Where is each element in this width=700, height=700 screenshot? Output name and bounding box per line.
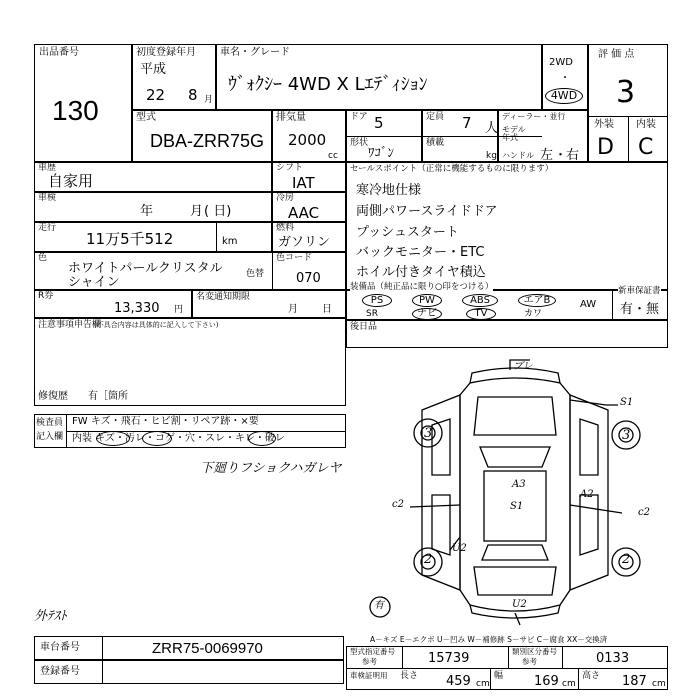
inspector-label2: 記入欄 <box>36 432 64 442</box>
first-reg-era: 平成 <box>140 62 167 77</box>
mark-front: ブレ <box>513 361 533 372</box>
inspector-row1: FW キズ・飛石・ヒビ割・リペア跡・×要 <box>72 416 259 427</box>
load-label: 積載 <box>426 138 445 148</box>
class-sub: 参考 <box>522 657 537 666</box>
evaluation-label: 評 価 点 <box>598 49 635 60</box>
drive-2wd: 2WD <box>549 57 573 68</box>
scuff-circle <box>248 431 276 446</box>
sales-point-item: バックモニター・ETC <box>356 245 485 260</box>
car-name-label: 車名・グレード <box>220 47 290 58</box>
inspector-label1: 検査員 <box>36 418 64 428</box>
width-value: 169 <box>534 674 559 689</box>
shaken-label: 車検 <box>38 193 57 203</box>
model-value: DBA-ZRR75G <box>150 131 265 151</box>
history-label: 車歴 <box>38 163 57 173</box>
shape-label: 形状 <box>350 138 369 148</box>
equipment-ps: PS <box>362 294 392 307</box>
sales-point-item: 両側パワースライドドア <box>356 204 498 219</box>
drive-4wd: 4WD <box>545 88 583 104</box>
aircon-label: 冷房 <box>276 193 295 203</box>
repair-label: 修復歴 <box>38 391 68 402</box>
scratch-circle <box>96 431 130 446</box>
history-value: 自家用 <box>48 172 94 190</box>
mileage-value: 11万5千512 <box>86 230 174 248</box>
car-name: ｳﾞｫｸｼｰ 4WD X Lｴﾃﾞｨｼｮﾝ <box>228 74 428 95</box>
notes-box <box>34 318 346 406</box>
capacity-label: 定員 <box>426 112 445 122</box>
height-value: 187 <box>622 674 647 689</box>
equipment-aw: AW <box>580 299 597 310</box>
color-line2: シャイン <box>68 275 120 290</box>
color-code-label: 色コード <box>276 253 313 263</box>
equipment-label: 装備品（純正品に限り○印をつける） <box>350 282 494 292</box>
drive-dot: ・ <box>560 73 570 84</box>
mileage-label: 走行 <box>38 223 57 233</box>
cert-label: 車検証明用 <box>350 671 388 680</box>
rear-items-box <box>346 320 668 348</box>
doors-value: 5 <box>374 114 384 132</box>
height-unit: cm <box>652 679 666 689</box>
mark-left-u2: U2 <box>452 543 467 554</box>
handle-right: 右 <box>566 148 580 163</box>
exterior-grade: D <box>597 135 614 160</box>
first-reg-label: 初度登録年月 <box>136 47 196 58</box>
lot-label: 出品番号 <box>39 47 79 58</box>
reg-label: 登録番号 <box>40 666 80 677</box>
tax-deadline-label: 名変通知期限 <box>196 292 251 302</box>
mark-roof-a3: A3 <box>512 479 526 490</box>
chassis-label: 車台番号 <box>40 642 80 653</box>
equipment-sr: SR <box>366 309 378 319</box>
tax-deadline-month: 月 <box>288 304 298 315</box>
first-reg-year: 22 <box>146 86 166 104</box>
length-value: 459 <box>446 674 471 689</box>
mark-left-c2: c2 <box>392 499 404 510</box>
class-value: 0133 <box>596 651 630 666</box>
shape-value: ﾜｺﾞﾝ <box>368 146 394 161</box>
mark-right-a2: A2 <box>580 489 594 500</box>
color-line1: ホワイトパールクリスタル <box>68 261 223 276</box>
lot-number: 130 <box>52 95 99 126</box>
dirt-circle <box>142 431 172 446</box>
interior-grade: C <box>638 135 654 160</box>
color-change-label: 色替 <box>246 269 265 279</box>
new-warranty-label: 新車保証書 <box>618 286 661 296</box>
mark-right-c2: c2 <box>638 507 650 518</box>
handle-label: ハンドル <box>502 151 534 160</box>
notes-sub: (不具合内容は具体的に記入して下さい) <box>94 321 219 329</box>
mark-roof-s1: S1 <box>510 501 524 512</box>
new-warranty-value: 有・無 <box>620 302 660 317</box>
evaluation-score: 3 <box>616 75 636 110</box>
mark-tire-rr: 2 <box>622 552 631 567</box>
height-label: 高さ <box>582 671 601 681</box>
repair-value: 有［箇所 <box>88 391 128 402</box>
mark-tire-fl: 3 <box>424 426 433 441</box>
equipment-abs: ABS <box>462 294 498 307</box>
rear-items-label: 後日品 <box>350 322 378 332</box>
sales-points-label: セールスポイント（正常に機能するものに限ります） <box>350 164 554 174</box>
color-label: 色 <box>38 253 48 263</box>
length-unit: cm <box>476 679 490 689</box>
mark-spare: 有 <box>374 600 384 611</box>
class-label: 類別区分番号 <box>512 647 557 656</box>
mark-tire-fr: 3 <box>622 428 631 443</box>
capacity-value: 7 <box>462 114 472 132</box>
shaken-year: 年 <box>140 204 154 219</box>
type-sub: 参考 <box>362 657 377 666</box>
damage-legend: A－キズ E－エクボ U－凹み W－補修跡 S－サビ C－腐食 XX－交換済 <box>370 635 608 644</box>
width-unit: cm <box>562 679 576 689</box>
recycle-value: 13,330 <box>114 301 160 316</box>
model-label: 型式 <box>136 112 156 123</box>
load-unit: kg <box>486 151 497 161</box>
mileage-unit: km <box>222 236 238 247</box>
mark-rear-u2: U2 <box>512 599 527 610</box>
model-year-label: モデル年式 <box>502 125 526 142</box>
mark-right-front: S1 <box>620 397 634 408</box>
handwritten-note: 下廻りフショクハガレヤ <box>200 461 342 476</box>
length-label: 長さ <box>400 671 419 681</box>
width-label: 幅 <box>494 671 504 681</box>
displacement-value: 2000 <box>288 131 327 149</box>
signature: 外ﾃｽﾄ <box>34 609 67 624</box>
equipment-pw: PW <box>412 294 442 307</box>
equipment-tv: TV <box>466 308 496 320</box>
notes-label: 注意事項申告欄 <box>38 320 102 330</box>
equipment-navi: ナビ <box>412 308 442 320</box>
shaken-day: ( 日) <box>204 204 232 219</box>
displacement-label: 排気量 <box>276 112 306 123</box>
aircon-value: AAC <box>288 204 320 222</box>
capacity-unit: 人 <box>485 121 499 136</box>
dealer-label: ディーラー・並行 <box>502 112 566 121</box>
type-label: 型式指定番号 <box>350 647 395 656</box>
shift-label: シフト <box>276 163 304 173</box>
handle-left: 左 <box>540 148 554 163</box>
doors-label: ドア <box>350 112 368 122</box>
interior-label: 内装 <box>636 119 656 130</box>
equipment-airbag: エアB <box>518 294 556 307</box>
sales-point-item: 寒冷地仕様 <box>356 183 422 198</box>
handle-dot: ・ <box>554 148 568 163</box>
sales-point-item: プッシュスタート <box>356 225 459 240</box>
recycle-unit: 円 <box>174 305 184 315</box>
exterior-label: 外装 <box>594 119 614 130</box>
recycle-box <box>34 290 192 318</box>
reg-box <box>34 660 344 684</box>
tax-deadline-day: 日 <box>322 304 332 315</box>
first-reg-month-unit: 月 <box>204 95 214 105</box>
fuel-value: ガソリン <box>278 235 331 250</box>
equipment-leather: カワ <box>524 309 543 319</box>
mark-tire-rl: 2 <box>424 552 433 567</box>
color-code: 070 <box>296 271 321 286</box>
displacement-unit: cc <box>328 151 338 161</box>
fuel-label: 燃料 <box>276 223 295 233</box>
sales-point-item: ホイル付きタイヤ積込 <box>356 265 486 280</box>
shift-value: IAT <box>292 174 315 192</box>
shaken-month: 月 <box>190 204 204 219</box>
inspector-row2: 内装 キズ・汚レ・コゲ・穴・スレ・キレ・破レ <box>72 433 285 444</box>
recycle-label: R券 <box>38 291 54 301</box>
first-reg-month: 8 <box>188 86 198 104</box>
chassis-value: ZRR75-0069970 <box>152 640 263 657</box>
type-value: 15739 <box>428 651 470 666</box>
